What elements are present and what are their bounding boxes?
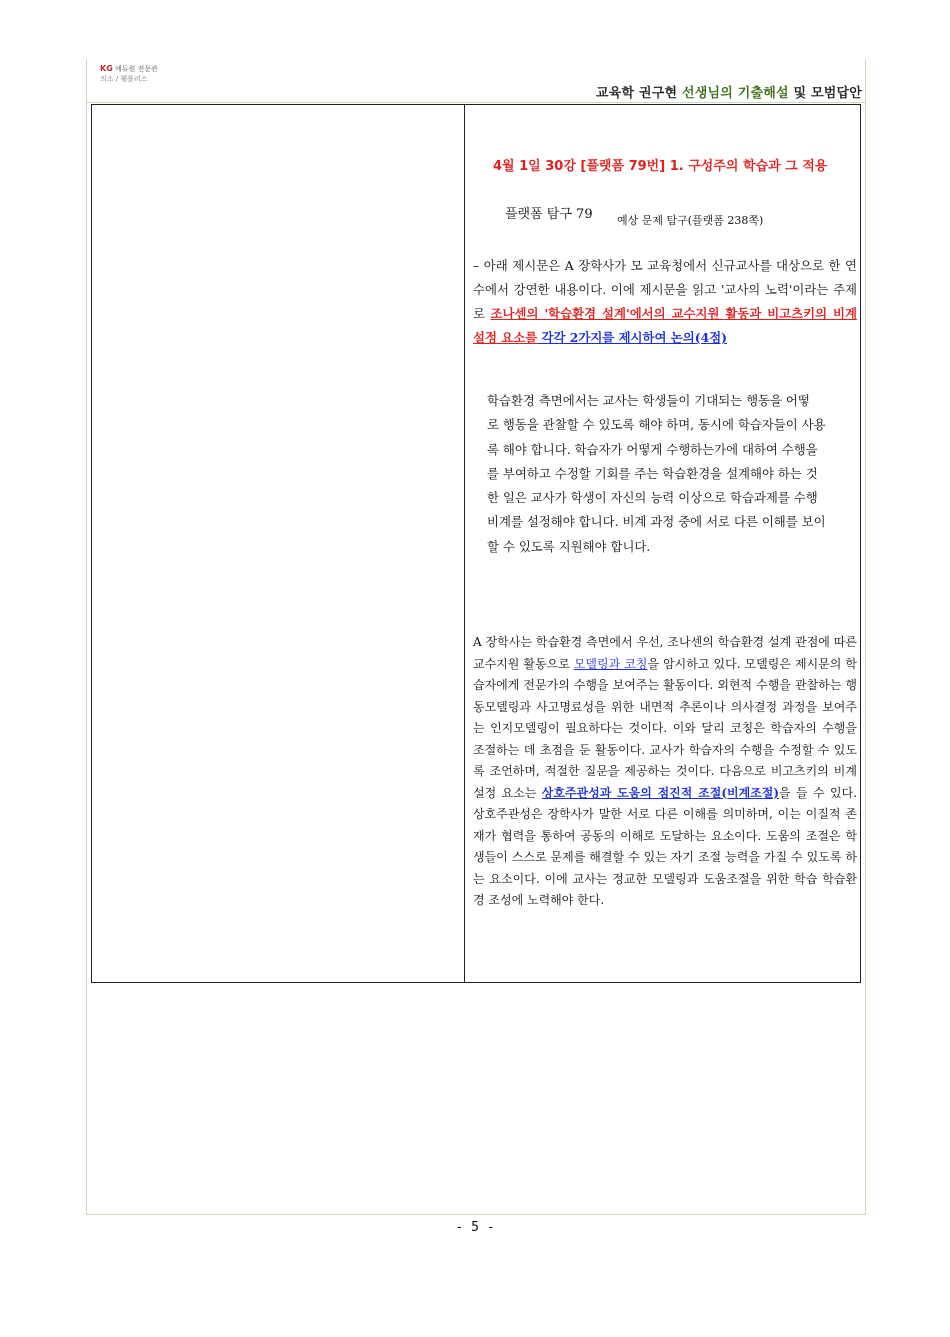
answer-keyword-scaffolding: 상호주관성과 도움의 점진적 조절(비계조절) (541, 785, 780, 800)
platform-label: 플랫폼 탐구 79 (505, 207, 593, 222)
header-text-1: 교육학 권구현 (595, 86, 682, 101)
logo-brand: KG (100, 64, 113, 73)
platform-sublabel: 예상 문제 탐구(플랫폼 238쪽) (617, 214, 764, 227)
answer-keyword-modeling-coaching: 모델링과 코칭 (573, 656, 648, 671)
prompt-text: – 아래 제시문은 A 장학사가 모 교육청에서 신규교사를 대상으로 한 연수에서 강연한 내용이다. 이에 제시문을 읽고 '교사의 노력'이라는 주제로 (473, 258, 857, 321)
logo-brand-rest: 에듀원 전문관 (115, 65, 158, 73)
passage-line: 학습환경 측면에서는 교사는 학생들이 기대되는 행동을 어떻 (487, 393, 810, 408)
model-answer (473, 632, 857, 912)
passage-line: 록 해야 합니다. 학습자가 어떻게 수행하는가에 대하여 수행을 (487, 441, 818, 457)
lecture-heading: 4월 1일 30강 [플랫폼 79번] 1. 구성주의 학습과 그 적용 (493, 159, 828, 174)
publisher-logo (100, 64, 158, 84)
passage-line: 한 일은 교사가 학생이 자신의 능력 이상으로 학습과제를 수행 (487, 490, 818, 506)
prompt-emphasis-red: 조나센의 '학습환경 설계'에서의 교수지원 활동과 비고츠키의 비계설정 요소를 (473, 306, 857, 345)
page-number: - 5 - (455, 1220, 495, 1235)
right-content-cell (465, 105, 861, 983)
answer-text-3: 을 들 수 있다. 상호주관성은 장학사가 말한 서로 다른 이해를 의미하며, 이는 이질적 존재가 협력을 통하여 공동의 이해로 도달하는 요소이다. 도움의 조절은 학생들이 스스로 문제를 해결할 수 있는 자기 조절 능력을 가질 수 있도록 하는 요소이다. 이에 교사는 정교한 모델링과 도움조절을 위한 학습 학습환경 조성에 노력해야 한다. (473, 785, 858, 907)
answer-text-2: 을 암시하고 있다. 모델링은 제시문의 학습자에게 전문가의 수행을 보여주는 활동이다. 외현적 수행을 관찰하는 행동모델링과 사고명료성을 위한 내면적 추론이나 의사결정 과정을 보여주는 인지모델링이 필요하다는 것이다. 이와 달리 코칭은 학습자의 수행을 조절하는 데 초점을 둔 활동이다. 교사가 학습자의 수행을 수정할 수 있도록 조언하며, 적절한 질문을 제공하는 것이다. 다음으로 비고츠키의 비계설정 요소는 (473, 656, 857, 800)
logo-subtitle: 의소 / 웰플러스 (100, 75, 148, 83)
passage-line: 로 행동을 관찰할 수 있도록 해야 하며, 동시에 학습자들이 사용 (487, 417, 826, 433)
running-header (596, 82, 862, 101)
passage-line: 할 수 있도록 지원해야 합니다. (487, 538, 651, 554)
content-table (91, 104, 861, 983)
header-text-2: 및 모범답안 (788, 86, 862, 101)
header-text-green: 선생님의 기출해설 (681, 86, 789, 101)
passage-line: 를 부여하고 수정할 기회를 주는 학습환경을 설계해야 하는 것 (487, 465, 818, 481)
header-rule (87, 102, 865, 103)
passage-quote (487, 389, 861, 559)
passage-line: 비계를 설정해야 합니다. 비계 과정 중에 서로 다른 이해를 보이 (487, 514, 826, 530)
question-prompt (473, 254, 857, 350)
answer-text-1: A 장학사는 학습환경 측면에서 우선, 조나센의 학습환경 설계 관점에 따른 교수지원 활동으로 (473, 635, 857, 671)
left-empty-cell (92, 105, 465, 983)
prompt-emphasis-blue: 각각 2가지를 제시하여 논의(4점) (537, 330, 728, 345)
